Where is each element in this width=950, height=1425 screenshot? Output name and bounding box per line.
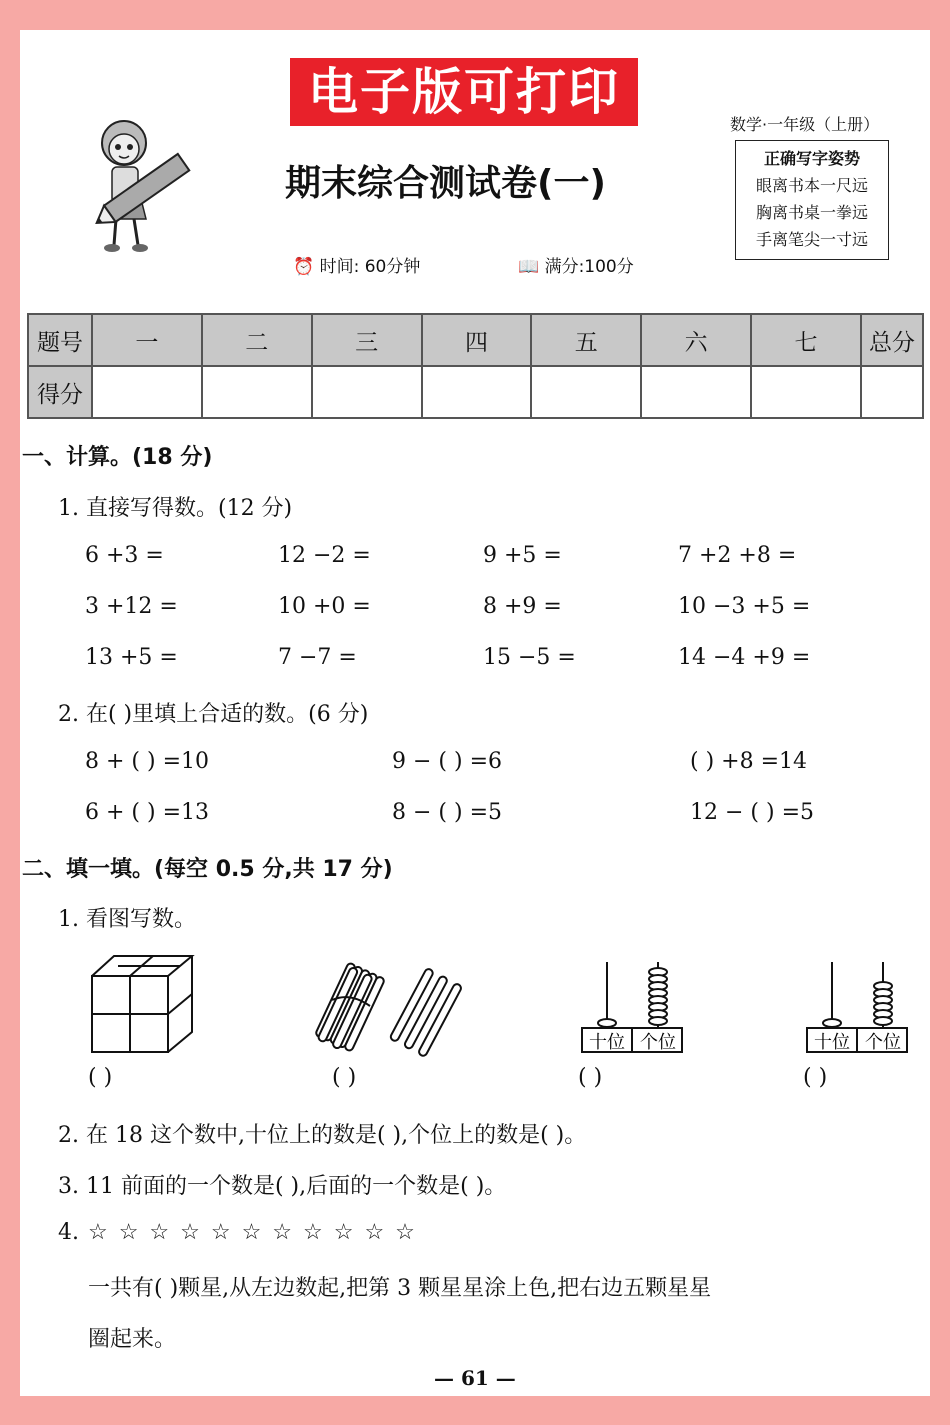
calc-item: 13 +5 =: [85, 645, 178, 670]
score-header-cell: 总分: [861, 314, 923, 366]
score-cell[interactable]: [202, 366, 312, 418]
answer-blank[interactable]: ( ): [88, 1065, 113, 1090]
clock-icon: ⏰: [293, 257, 315, 277]
posture-title: 正确写字姿势: [763, 149, 860, 168]
calc-item: 10 −3 +5 =: [678, 594, 811, 619]
girl-with-pencil-illustration: [82, 115, 202, 260]
page-number: — 61 —: [434, 1366, 516, 1390]
score-cell[interactable]: [861, 366, 923, 418]
score-cell[interactable]: [312, 366, 422, 418]
posture-box: [735, 140, 889, 260]
abacus-picture: [580, 958, 685, 1056]
calc-item: 8 +9 =: [483, 594, 562, 619]
score-row-label: 得分: [28, 366, 92, 418]
calc-item: 7 −7 =: [278, 645, 357, 670]
score-cell[interactable]: [751, 366, 861, 418]
cube-picture: [88, 952, 198, 1057]
calc-item: 6 +3 =: [85, 543, 164, 568]
fill-item: 9 − ( ) =6: [392, 749, 502, 774]
fill-item: 6 + ( ) =13: [85, 800, 209, 825]
exam-title: 期末综合测试卷(一): [285, 163, 606, 204]
answer-blank[interactable]: ( ): [578, 1065, 603, 1090]
score-cell[interactable]: [531, 366, 641, 418]
score-cell[interactable]: [422, 366, 532, 418]
print-banner: 电子版可打印: [290, 58, 638, 126]
score-header-cell: 二: [202, 314, 312, 366]
calc-item: 3 +12 =: [85, 594, 178, 619]
book-icon: 📖: [518, 257, 540, 277]
score-header-cell: 一: [92, 314, 202, 366]
fill-item: 12 − ( ) =5: [690, 800, 814, 825]
abacus-ones-label: 个位: [865, 1032, 901, 1053]
score-header-cell: 五: [531, 314, 641, 366]
score-header-cell: 七: [751, 314, 861, 366]
calc-item: 10 +0 =: [278, 594, 371, 619]
abacus-tens-label: 十位: [589, 1032, 625, 1053]
time-text: 时间: 60分钟: [319, 257, 421, 277]
q2-4-text-line2: 圈起来。: [88, 1327, 177, 1352]
subject-label: 数学·一年级（上册）: [730, 115, 880, 134]
score-table: [27, 313, 924, 419]
exam-time: [293, 252, 420, 277]
fill-item: 8 − ( ) =5: [392, 800, 502, 825]
score-header-cell: 四: [422, 314, 532, 366]
score-header-cell: 三: [312, 314, 422, 366]
q2-3-text: 3. 11 前面的一个数是( ),后面的一个数是( )。: [58, 1174, 507, 1199]
fill-item: 8 + ( ) =10: [85, 749, 209, 774]
abacus-ones-label: 个位: [640, 1032, 676, 1053]
abacus-picture: [805, 958, 910, 1056]
calc-item: 15 −5 =: [483, 645, 576, 670]
exam-full-score: [518, 252, 634, 277]
score-row: [28, 366, 923, 418]
answer-blank[interactable]: ( ): [332, 1065, 357, 1090]
section1-heading: 一、计算。(18 分): [22, 445, 213, 470]
calc-item: 14 −4 +9 =: [678, 645, 811, 670]
full-score-text: 满分:100分: [544, 257, 634, 277]
fill-item: ( ) +8 =14: [690, 749, 808, 774]
score-header-cell: 六: [641, 314, 751, 366]
abacus-tens-label: 十位: [814, 1032, 850, 1053]
q2-4-label: 4.: [58, 1220, 79, 1245]
calc-item: 9 +5 =: [483, 543, 562, 568]
score-header-row: [28, 314, 923, 366]
q1-1-heading: 1. 直接写得数。(12 分): [58, 496, 293, 521]
score-cell[interactable]: [92, 366, 202, 418]
sticks-bundle-picture: [310, 962, 470, 1057]
posture-line: 眼离书本一尺远: [755, 176, 868, 195]
calc-item: 7 +2 +8 =: [678, 543, 797, 568]
score-cell[interactable]: [641, 366, 751, 418]
section2-heading: 二、填一填。(每空 0.5 分,共 17 分): [22, 857, 393, 882]
answer-blank[interactable]: ( ): [803, 1065, 828, 1090]
posture-line: 手离笔尖一寸远: [755, 230, 868, 249]
score-header-cell: 题号: [28, 314, 92, 366]
q2-2-text: 2. 在 18 这个数中,十位上的数是( ),个位上的数是( )。: [58, 1123, 587, 1148]
stars-row: ☆ ☆ ☆ ☆ ☆ ☆ ☆ ☆ ☆ ☆ ☆: [88, 1220, 417, 1245]
posture-line: 胸离书桌一拳远: [755, 203, 868, 222]
q1-2-heading: 2. 在( )里填上合适的数。(6 分): [58, 702, 369, 727]
q2-1-heading: 1. 看图写数。: [58, 907, 196, 932]
calc-item: 12 −2 =: [278, 543, 371, 568]
q2-4-text-line1: 一共有( )颗星,从左边数起,把第 3 颗星星涂上色,把右边五颗星星: [88, 1276, 712, 1301]
